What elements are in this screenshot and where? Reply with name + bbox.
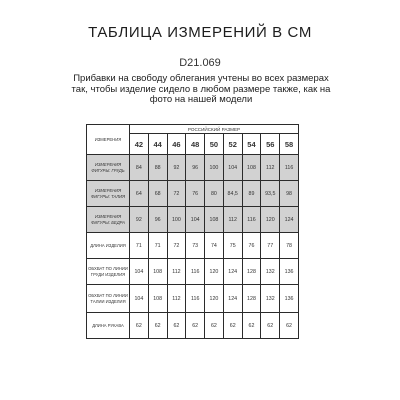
table-cell: 112	[167, 259, 186, 285]
size-header: 56	[261, 134, 280, 155]
table-cell: 116	[242, 207, 261, 233]
table-cell: 100	[205, 155, 224, 181]
table-cell: 104	[186, 207, 205, 233]
table-cell: 136	[280, 285, 299, 313]
table-cell: 132	[261, 259, 280, 285]
table-cell: 76	[186, 181, 205, 207]
table-row	[87, 207, 299, 233]
table-cell: 93,5	[261, 181, 280, 207]
table-cell: 92	[130, 207, 149, 233]
table-cell: 71	[148, 233, 167, 259]
table-cell: 116	[186, 285, 205, 313]
size-header: 58	[280, 134, 299, 155]
table-cell: 112	[261, 155, 280, 181]
table-cell: 62	[167, 313, 186, 339]
row-label: ОБХВАТ ПО ЛИНИИ ГРУДИ ИЗДЕЛИЯ	[87, 259, 130, 285]
table-cell: 112	[223, 207, 242, 233]
size-group-label: РОССИЙСКИЙ РАЗМЕР	[130, 125, 299, 134]
table-cell: 116	[186, 259, 205, 285]
table-cell: 76	[242, 233, 261, 259]
corner-label: ИЗМЕРЕНИЯ	[87, 125, 130, 155]
table-cell: 74	[205, 233, 224, 259]
table-cell: 132	[261, 285, 280, 313]
table-cell: 62	[130, 313, 149, 339]
table-cell: 96	[148, 207, 167, 233]
table-cell: 104	[130, 259, 149, 285]
table-cell: 128	[242, 285, 261, 313]
table-cell: 112	[167, 285, 186, 313]
table-cell: 62	[223, 313, 242, 339]
table-cell: 100	[167, 207, 186, 233]
row-label: ИЗМЕРЕНИЯ ФИГУРЫ: БЕДРА	[87, 207, 130, 233]
table-cell: 62	[280, 313, 299, 339]
table-cell: 108	[205, 207, 224, 233]
table-cell: 104	[130, 285, 149, 313]
row-label: ДЛИНА ИЗДЕЛИЯ	[87, 233, 130, 259]
table-cell: 108	[242, 155, 261, 181]
table-cell: 77	[261, 233, 280, 259]
table-row	[87, 313, 299, 339]
table-cell: 128	[242, 259, 261, 285]
page-title: ТАБЛИЦА ИЗМЕРЕНИЙ В СМ	[88, 24, 312, 41]
table-cell: 89	[242, 181, 261, 207]
table-cell: 136	[280, 259, 299, 285]
size-header: 44	[148, 134, 167, 155]
size-header: 50	[205, 134, 224, 155]
table-cell: 88	[148, 155, 167, 181]
table-cell: 62	[186, 313, 205, 339]
table-cell: 108	[148, 259, 167, 285]
fit-note: Прибавки на свободу облегания учтены во всех размерах так, чтобы изделие сидело в любом размере также, как на фото на нашей модели	[71, 73, 331, 106]
table-cell: 62	[242, 313, 261, 339]
row-label: ОБХВАТ ПО ЛИНИИ ТАЛИИ ИЗДЕЛИЯ	[87, 285, 130, 313]
table-cell: 71	[130, 233, 149, 259]
table-cell: 120	[205, 259, 224, 285]
table-row	[87, 259, 299, 285]
size-header: 52	[223, 134, 242, 155]
table-cell: 124	[280, 207, 299, 233]
table-cell: 104	[223, 155, 242, 181]
table-row	[87, 233, 299, 259]
table-row	[87, 155, 299, 181]
table-cell: 78	[280, 233, 299, 259]
row-label: ИЗМЕРЕНИЯ ФИГУРЫ: ТАЛИЯ	[87, 181, 130, 207]
product-code: D21.069	[179, 57, 221, 69]
size-header: 42	[130, 134, 149, 155]
table-cell: 84,5	[223, 181, 242, 207]
table-cell: 120	[205, 285, 224, 313]
table-cell: 108	[148, 285, 167, 313]
row-label: ИЗМЕРЕНИЯ ФИГУРЫ: ГРУДЬ	[87, 155, 130, 181]
table-cell: 62	[261, 313, 280, 339]
table-cell: 96	[186, 155, 205, 181]
table-cell: 72	[167, 181, 186, 207]
size-header: 46	[167, 134, 186, 155]
table-cell: 75	[223, 233, 242, 259]
table-cell: 124	[223, 259, 242, 285]
table-cell: 116	[280, 155, 299, 181]
table-row	[87, 285, 299, 313]
table-cell: 124	[223, 285, 242, 313]
table-row	[87, 181, 299, 207]
table-cell: 62	[148, 313, 167, 339]
table-cell: 98	[280, 181, 299, 207]
size-header: 54	[242, 134, 261, 155]
table-cell: 84	[130, 155, 149, 181]
table-header-row	[87, 125, 299, 134]
table-cell: 120	[261, 207, 280, 233]
table-cell: 73	[186, 233, 205, 259]
table-cell: 62	[205, 313, 224, 339]
table-cell: 72	[167, 233, 186, 259]
table-cell: 64	[130, 181, 149, 207]
table-cell: 80	[205, 181, 224, 207]
table-cell: 68	[148, 181, 167, 207]
size-header: 48	[186, 134, 205, 155]
size-table	[86, 124, 299, 339]
table-cell: 92	[167, 155, 186, 181]
row-label: ДЛИНА РУКАВА	[87, 313, 130, 339]
